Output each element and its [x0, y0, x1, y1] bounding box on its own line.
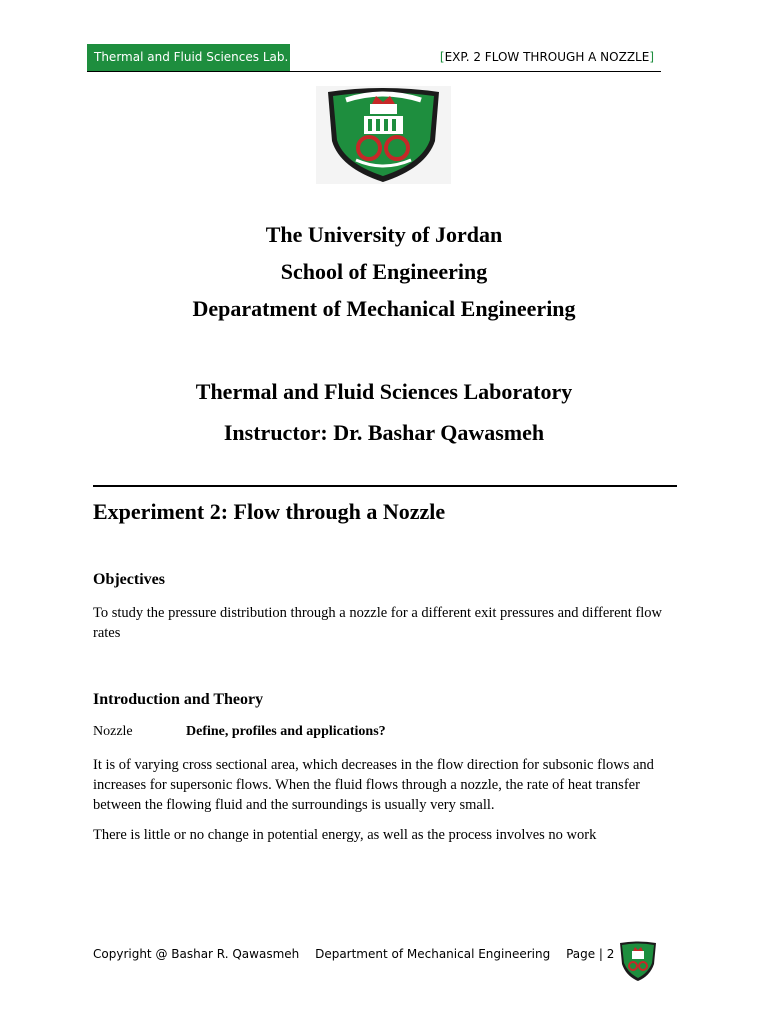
header-bracket-open: [ — [439, 50, 445, 64]
header-lab-label: Thermal and Fluid Sciences Lab. — [87, 44, 290, 71]
header-divider — [87, 71, 661, 72]
header-bracket-close: ] — [649, 50, 654, 64]
instructor-name: Instructor: Dr. Bashar Qawasmeh — [223, 420, 545, 445]
section-divider — [93, 485, 677, 487]
footer — [93, 947, 626, 961]
footer-department: Department of Mechanical Engineering — [315, 947, 551, 961]
introduction-heading: Introduction and Theory — [93, 691, 264, 708]
experiment-heading: Experiment 2: Flow through a Nozzle — [93, 499, 446, 524]
school-name: School of Engineering — [280, 259, 488, 284]
department-name: Deparatment of Mechanical Engineering — [192, 296, 576, 321]
university-crest-icon — [316, 86, 451, 184]
university-name: The University of Jordan — [265, 222, 503, 247]
header-experiment-text: EXP. 2 FLOW THROUGH A NOZZLE — [444, 50, 650, 64]
nozzle-row — [93, 724, 386, 740]
lab-name: Thermal and Fluid Sciences Laboratory — [195, 379, 573, 404]
intro-paragraph-2: There is little or no change in potential energy, as well as the process involves no work — [93, 827, 597, 843]
objectives-heading: Objectives — [93, 571, 165, 588]
header-experiment-label — [440, 50, 654, 64]
nozzle-label: Nozzle — [93, 724, 133, 739]
footer-page-number: Page | 2 — [566, 947, 615, 961]
nozzle-question: Define, profiles and applications? — [186, 724, 386, 739]
objectives-text: To study the pressure distribution through a nozzle for a different exit pressures and different flow rates — [93, 605, 663, 641]
intro-paragraph-1: It is of varying cross sectional area, which decreases in the flow direction for subsonic flows and increases for supersonic flows. When the fluid flows through a nozzle, the rate of heat transfer between the flowing fluid and the surroundings is usually very small. — [93, 757, 654, 813]
footer-copyright: Copyright @ Bashar R. Qawasmeh — [93, 947, 300, 961]
footer-crest-icon — [617, 940, 659, 982]
